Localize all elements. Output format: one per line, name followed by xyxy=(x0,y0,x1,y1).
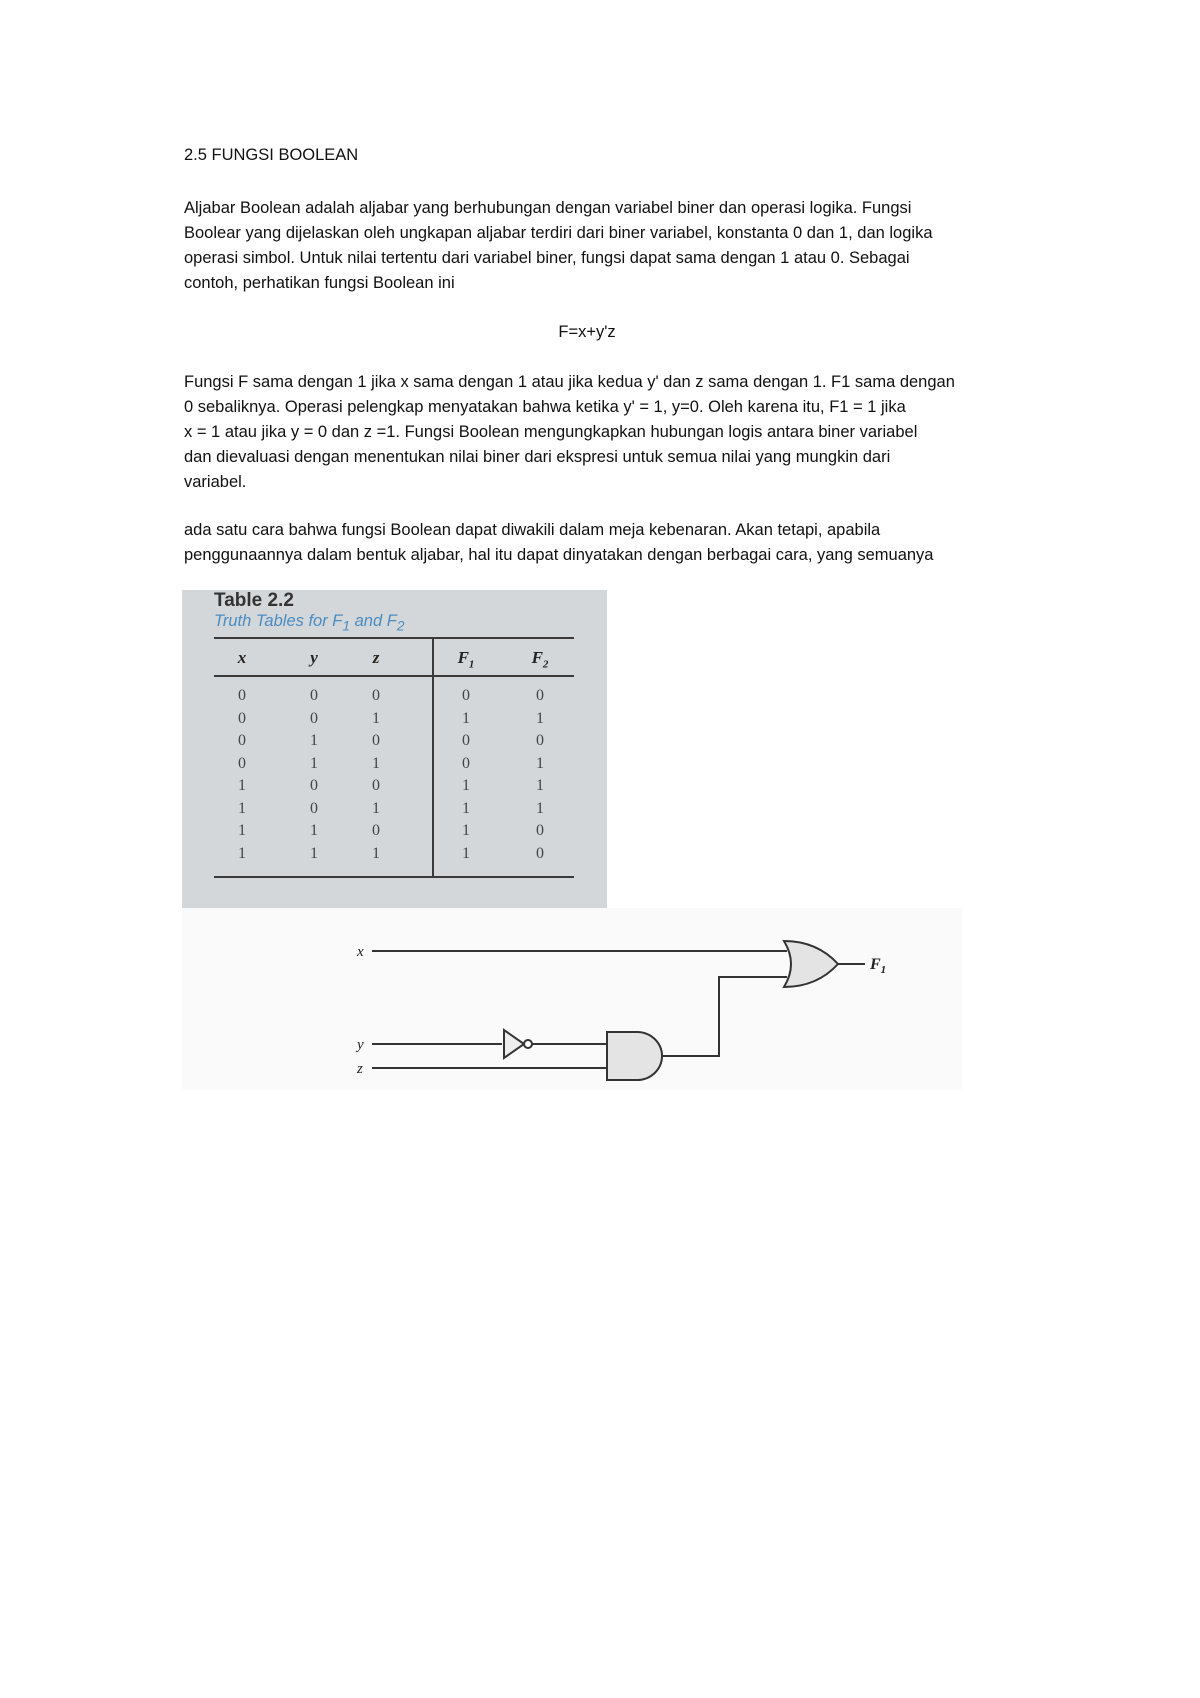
boolean-formula: F=x+y'z xyxy=(558,323,616,341)
table-cell: 0 xyxy=(310,687,318,704)
table-header-text: F xyxy=(457,648,469,667)
paragraph-3-line: ada satu cara bahwa fungsi Boolean dapat diwakili dalam meja kebenaran. Akan tetapi, apabila xyxy=(184,521,881,539)
table-column-divider xyxy=(432,639,434,876)
table-header-text: z xyxy=(372,648,380,667)
paragraph-1-line: operasi simbol. Untuk nilai tertentu dari variabel biner, fungsi dapat sama dengan 1 atau 0. Sebagai xyxy=(184,249,910,267)
table-cell: 1 xyxy=(310,844,318,862)
and-gate xyxy=(607,1032,662,1080)
circuit-background xyxy=(182,908,962,1090)
table-cell: 1 xyxy=(310,754,318,772)
table-cell: 1 xyxy=(372,799,380,817)
table-cell: 0 xyxy=(310,709,318,727)
table-cell: 1 xyxy=(536,754,544,772)
paragraph-3-line: penggunaannya dalam bentuk aljabar, hal itu dapat dinyatakan dengan berbagai cara, yang semuanya xyxy=(184,546,934,564)
table-subtitle-sub: 2 xyxy=(396,618,405,634)
paragraph-2-line: variabel. xyxy=(184,473,247,491)
paragraph-2-line: x = 1 atau jika y = 0 dan z =1. Fungsi Boolean mengungkapkan hubungan logis antara biner variabel xyxy=(184,423,918,441)
table-header-cell xyxy=(446,648,486,670)
table-cell: 1 xyxy=(536,799,544,817)
table-cell: 0 xyxy=(310,777,318,794)
input-label-x: x xyxy=(357,944,364,960)
table-cell: 0 xyxy=(536,732,544,749)
logic-circuit-diagram xyxy=(182,908,962,1090)
table-cell: 0 xyxy=(462,687,470,704)
paragraph-1-line: Aljabar Boolean adalah aljabar yang berhubungan dengan variabel biner dan operasi logika. Fungsi xyxy=(184,199,912,217)
table-subtitle-sub: 1 xyxy=(342,618,351,634)
paragraph-1-line: contoh, perhatikan fungsi Boolean ini xyxy=(184,274,455,292)
table-header-text: x xyxy=(237,648,247,667)
table-cell: 0 xyxy=(238,687,246,704)
input-label-z: z xyxy=(357,1061,363,1077)
table-cell: 1 xyxy=(372,844,380,862)
truth-table-image xyxy=(182,590,607,908)
table-header-sub: 2 xyxy=(542,658,549,671)
table-cell: 0 xyxy=(238,709,246,727)
table-cell: 0 xyxy=(536,687,544,704)
table-cell: 0 xyxy=(372,732,380,749)
table-cell: 1 xyxy=(238,777,246,794)
section-heading: 2.5 FUNGSI BOOLEAN xyxy=(184,146,359,164)
paragraph-3 xyxy=(184,518,1024,568)
table-cell: 1 xyxy=(310,822,318,839)
table-cell: 1 xyxy=(372,754,380,772)
table-cell: 0 xyxy=(238,754,246,772)
table-cell: 1 xyxy=(462,709,470,727)
table-cell: 1 xyxy=(462,777,470,794)
table-header-cell xyxy=(356,648,396,670)
table-bottom-rule xyxy=(214,876,574,878)
table-cell: 1 xyxy=(536,709,544,727)
table-cell: 1 xyxy=(462,822,470,839)
table-cell: 1 xyxy=(238,822,246,839)
paragraph-2 xyxy=(184,370,1024,495)
table-cell: 1 xyxy=(238,799,246,817)
table-cell: 1 xyxy=(238,844,246,862)
table-cell: 0 xyxy=(372,687,380,704)
paragraph-1-line: Boolear yang dijelaskan oleh ungkapan aljabar terdiri dari biner variabel, konstanta 0 dan 1, dan logika xyxy=(184,224,933,242)
table-cell: 1 xyxy=(462,844,470,862)
table-header-text: y xyxy=(310,648,318,667)
table-subtitle-text: Truth Tables for F xyxy=(214,612,343,630)
table-top-rule xyxy=(214,637,574,639)
table-cell: 0 xyxy=(372,777,380,794)
paragraph-2-line: dan dievaluasi dengan menentukan nilai biner dari ekspresi untuk semua nilai yang mungkin dari xyxy=(184,448,891,466)
table-cell: 0 xyxy=(372,822,380,839)
paragraph-2-line: 0 sebaliknya. Operasi pelengkap menyatakan bahwa ketika y' = 1, y=0. Oleh karena itu, F1 = 1 jika xyxy=(184,398,906,416)
table-cell: 1 xyxy=(536,777,544,794)
table-cell: 0 xyxy=(310,799,318,817)
table-cell: 0 xyxy=(536,822,544,839)
table-cell: 0 xyxy=(462,732,470,749)
table-cell: 1 xyxy=(372,709,380,727)
table-title: Table 2.2 xyxy=(214,590,294,611)
table-cell: 1 xyxy=(462,799,470,817)
table-subtitle xyxy=(214,612,404,633)
input-label-y: y xyxy=(357,1037,364,1053)
paragraph-1 xyxy=(184,196,1024,296)
table-header-cell xyxy=(294,648,334,670)
table-cell: 0 xyxy=(536,844,544,862)
table-header-cell xyxy=(222,648,262,670)
table-header-text: F xyxy=(531,648,543,667)
output-label-sub: 1 xyxy=(880,964,887,976)
table-header-sub: 1 xyxy=(468,658,475,671)
table-subtitle-text: and F xyxy=(350,612,397,630)
paragraph-2-line: Fungsi F sama dengan 1 jika x sama dengan 1 atau jika kedua y' dan z sama dengan 1. F1 sama dengan xyxy=(184,373,955,391)
table-cell: 0 xyxy=(238,732,246,749)
table-header-rule xyxy=(214,675,574,677)
output-label-main: F xyxy=(870,956,881,973)
table-header-cell xyxy=(520,648,560,670)
table-cell: 1 xyxy=(310,732,318,749)
table-cell: 0 xyxy=(462,754,470,772)
